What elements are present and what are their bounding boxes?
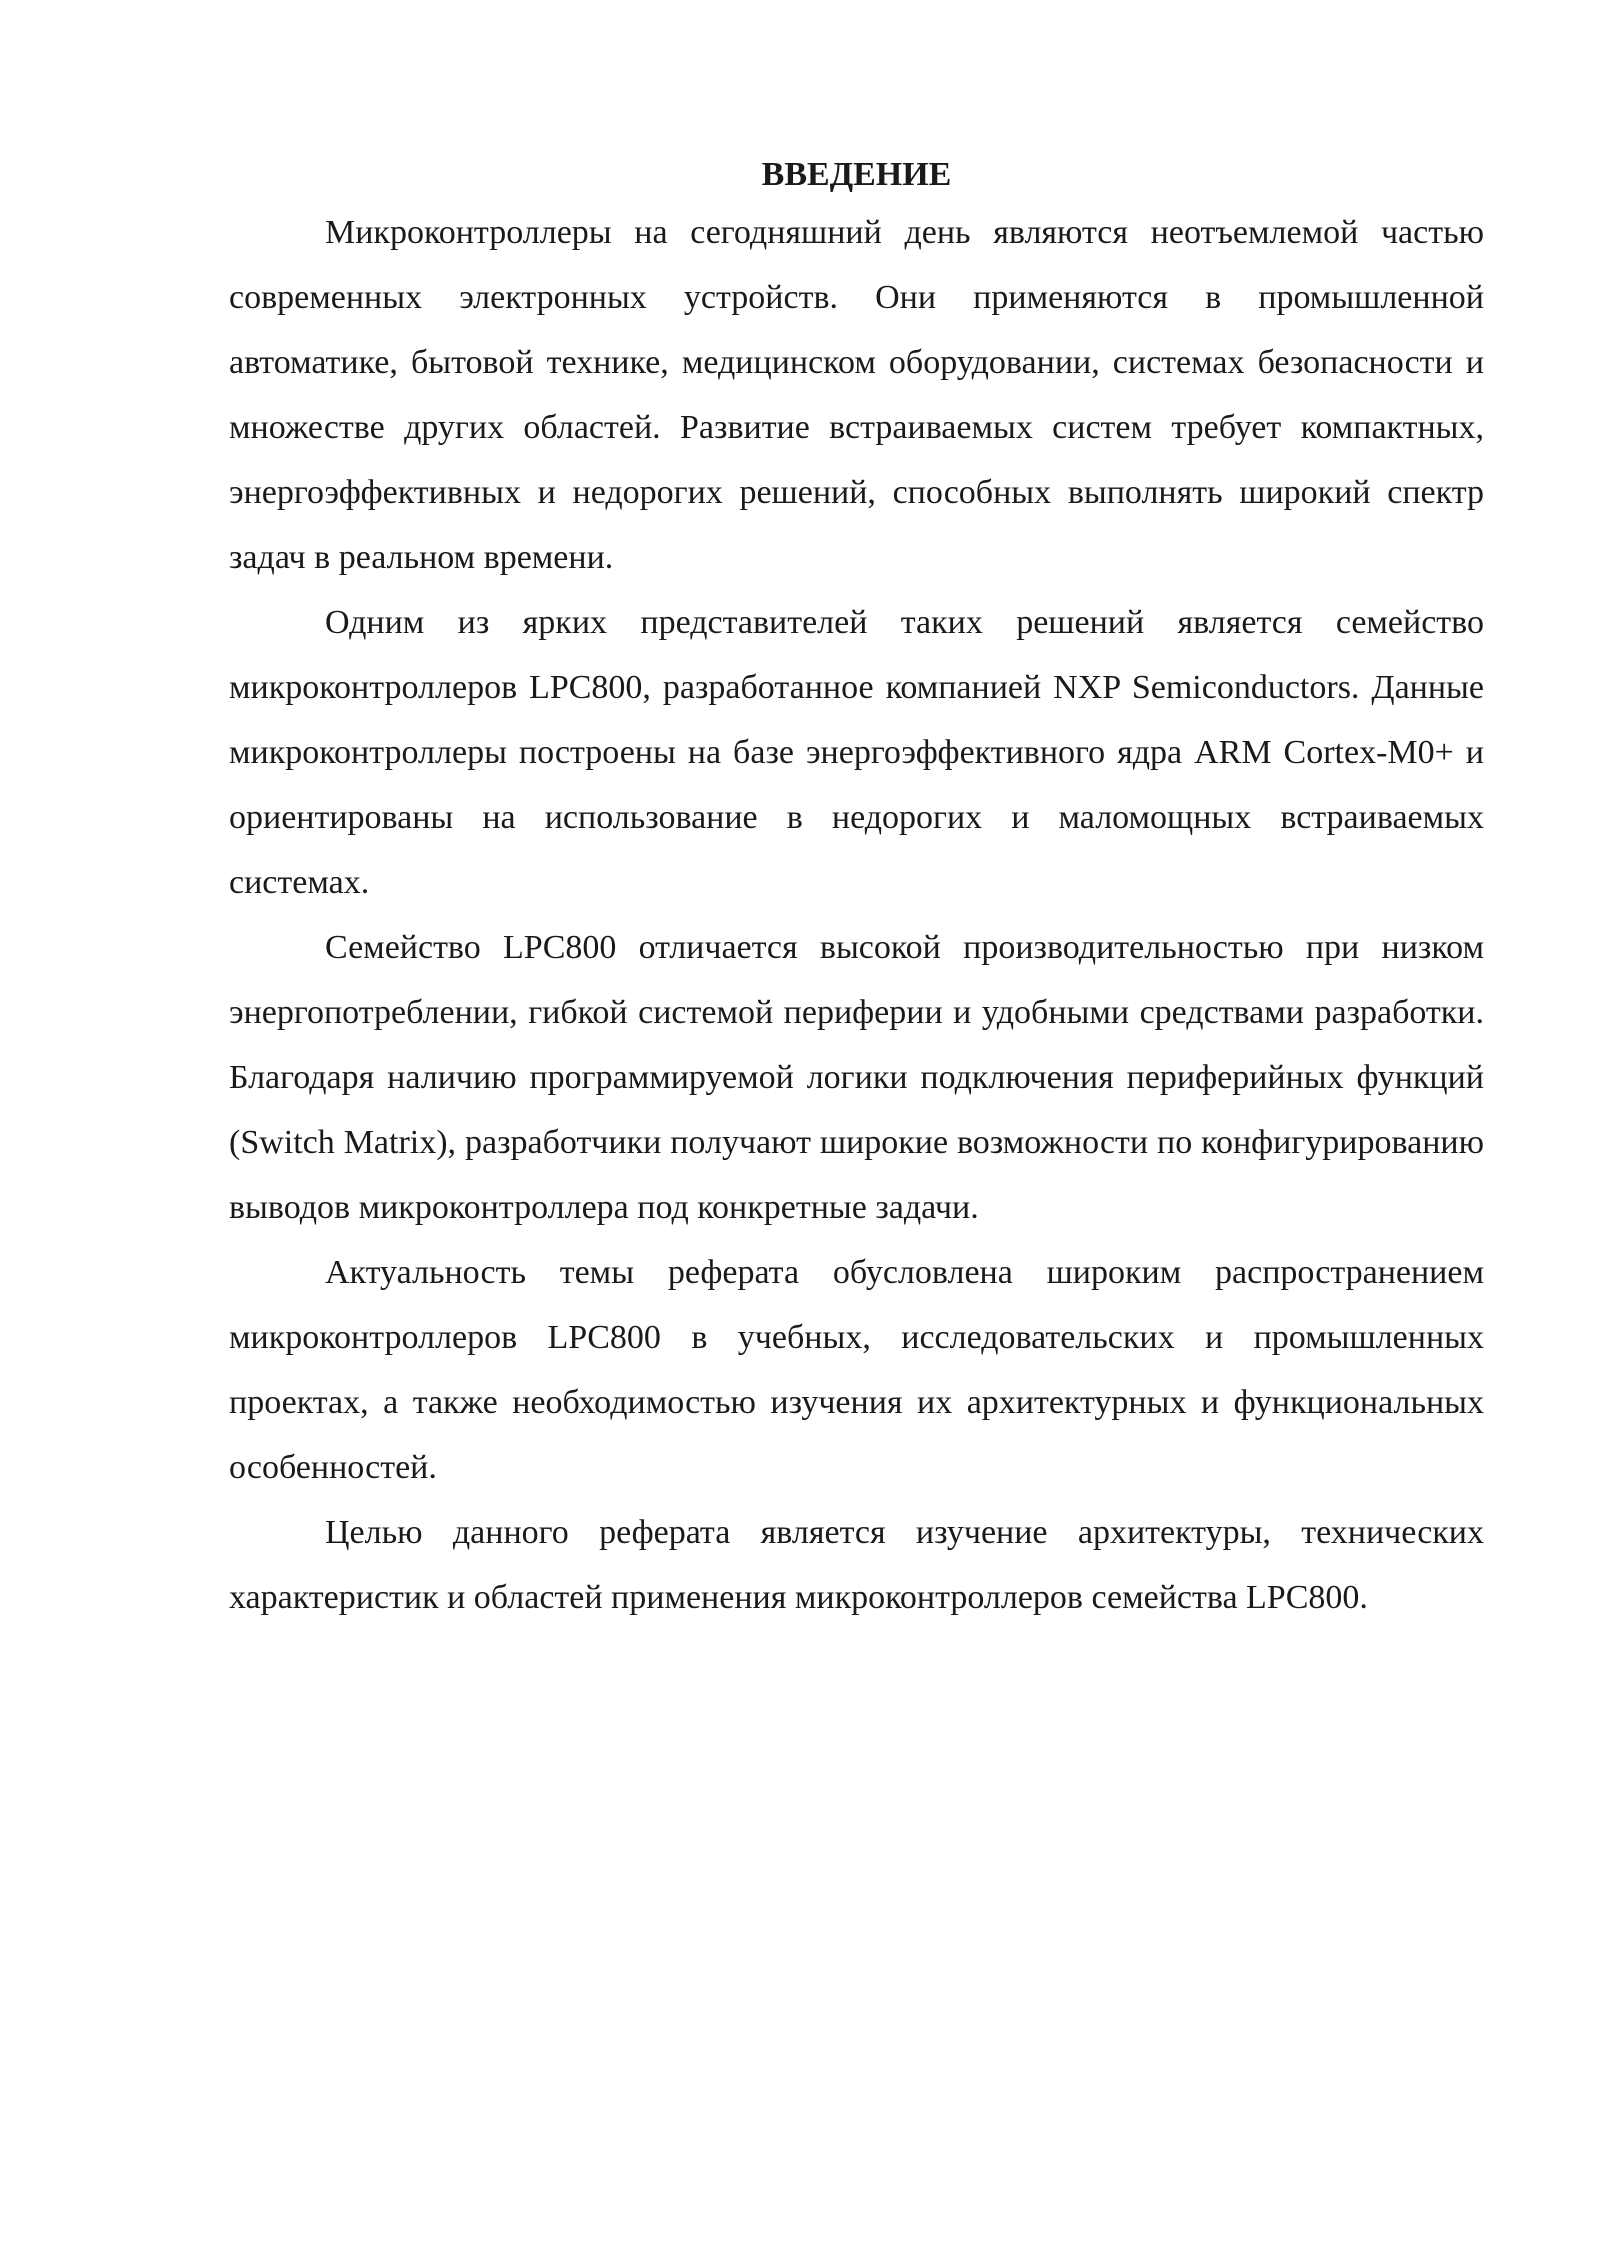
paragraph-3: Семейство LPC800 отличается высокой производительностью при низком энергопотреблении, гибкой системой периферии и удобными средствами разработки. Благодаря наличию программируемой логики подключения периферийных функций (Switch Matrix), разработчики получают широкие возможности по конфигурированию выводов микроконтроллера под конкретные задачи. (229, 929, 1484, 1226)
paragraph-2: Одним из ярких представителей таких решений является семейство микроконтроллеров LPC800, разработанное компанией NXP Semiconductors. Данные микроконтроллеры построены на базе энергоэффективного ядра ARM Cortex-M0+ и ориентированы на использование в недорогих и маломощных встраиваемых системах. (229, 604, 1484, 901)
paragraph-4: Актуальность темы реферата обусловлена широким распространением микроконтроллеров LPC800 в учебных, исследовательских и промышленных проектах, а также необходимостью изучения их архитектурных и функциональных особенностей. (229, 1254, 1484, 1486)
section-heading: ВВЕДЕНИЕ (761, 156, 952, 193)
paragraph-5: Целью данного реферата является изучение архитектуры, технических характеристик и областей применения микроконтроллеров семейства LPC800. (229, 1514, 1484, 1616)
document-body (229, 150, 1484, 1630)
paragraph-1: Микроконтроллеры на сегодняшний день являются неотъемлемой частью современных электронных устройств. Они применяются в промышленной автоматике, бытовой технике, медицинском оборудовании, системах безопасности и множестве других областей. Развитие встраиваемых систем требует компактных, энергоэффективных и недорогих решений, способных выполнять широкий спектр задач в реальном времени. (229, 214, 1484, 576)
